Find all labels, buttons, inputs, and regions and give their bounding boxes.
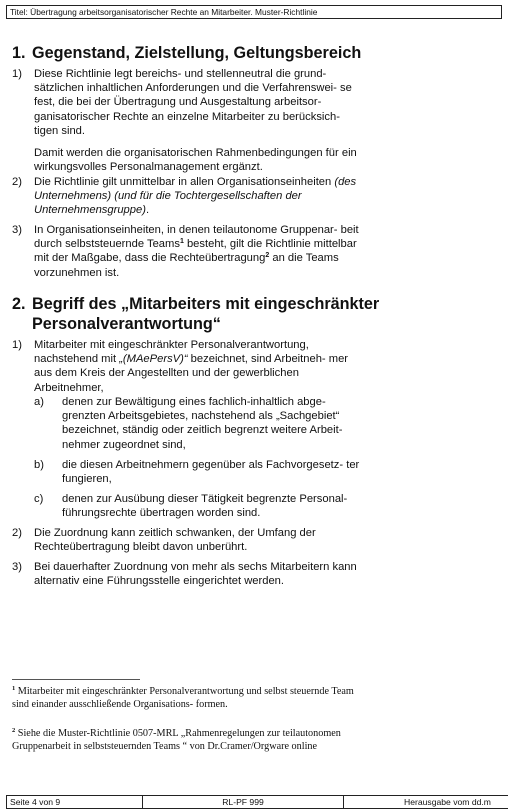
- item-italic-text: „(MAePersV)“: [119, 353, 188, 366]
- section-2-item-1: [12, 338, 362, 395]
- section-2-subitem-a: [34, 395, 366, 452]
- item-text-end: .: [145, 204, 150, 217]
- section-1-item-1: [12, 67, 362, 174]
- section-title-line-1: Begriff des „Mitarbeiters mit eingeschränkter: [32, 295, 380, 313]
- item-number: 3): [12, 561, 22, 573]
- item-text: bezeichnet, sind Arbeitneh- mer aus dem Kreis der Angestellten und der gewerblichen Arbeitnehmer,: [34, 353, 349, 394]
- item-text: Die Zuordnung kann zeitlich schwanken, der Umfang der Rechteübertragung bleibt davon unberührt.: [34, 527, 316, 554]
- section-1-item-2: [12, 175, 362, 218]
- footnote-ref-1[interactable]: 1: [179, 238, 184, 246]
- item-text: Bei dauerhafter Zuordnung von mehr als sechs Mitarbeitern kann alternativ eine Führungsstelle eingerichtet werden.: [34, 561, 357, 588]
- item-number: 3): [12, 224, 22, 236]
- item-paragraph: Damit werden die organisatorischen Rahmenbedingungen für ein wirkungsvolles Personalmanagement ergänzt.: [34, 147, 357, 174]
- section-2-heading: [12, 294, 502, 334]
- item-italic-text: (des Unternehmens) (und für die Tochtergesellschaften der Unternehmensgruppe): [34, 176, 357, 217]
- subitem-text: denen zur Bewältigung eines fachlich-inhaltlich abge- grenzten Arbeitsgebietes, nachstehend als „Sachgebiet“ bezeichnet, ständig oder zeitlich begrenzt weitere Arbeit- nehmer zugeordnet sind,: [62, 396, 343, 451]
- section-title-line-2: Personalverantwortung“: [32, 315, 221, 333]
- subitem-text: denen zur Ausübung dieser Tätigkeit begrenzte Personal- führungsrechte übertragen worden sind.: [62, 493, 348, 520]
- section-1-heading: [12, 43, 502, 63]
- item-number: 2): [12, 176, 22, 188]
- section-1-item-3: [12, 223, 362, 280]
- item-text: besteht, gilt die Richtlinie mittelbar mit der Maßgabe, dass die Rechteübertragung: [34, 238, 357, 265]
- subitem-letter: b): [34, 459, 44, 471]
- subitem-letter: c): [34, 493, 44, 505]
- section-number: 1.: [12, 44, 26, 62]
- item-number: 1): [12, 339, 22, 351]
- section-2-item-3: [12, 560, 362, 588]
- page-footer: [6, 795, 508, 809]
- item-paragraph: Diese Richtlinie legt bereichs- und stellenneutral die grund- sätzlichen inhaltlichen Anforderungen und die Verfahrenswei- se fest, die bei der Übertragung und Ausgestaltung arbeitsor- ganisatorischer Rechte an einzelne Mitarbeiter zu berücksich- tigen sind.: [34, 68, 352, 137]
- subitem-text: die diesen Arbeitnehmern gegenüber als Fachvorgesetz- ter fungieren,: [62, 459, 360, 486]
- subitem-letter: a): [34, 396, 44, 408]
- footer-edition: Herausgabe vom dd.m: [404, 797, 491, 807]
- section-2-subitem-c: [34, 492, 366, 520]
- footnote-1: [12, 686, 362, 712]
- footnote-ref-2[interactable]: 2: [265, 252, 270, 260]
- footnote-2: [12, 728, 362, 754]
- footnote-text: Mitarbeiter mit eingeschränkter Personalverantwortung und selbst steuernde Team sind einander ausschließende Organisations- formen.: [12, 686, 354, 710]
- footer-document-code: RL-PF 999: [143, 796, 344, 808]
- footnote-text: Siehe die Muster-Richtlinie 0507-MRL „Rahmenregelungen zur teilautonomen Gruppenarbeit in selbststeuernden Teams “ von Dr.Cramer/Orgware online: [12, 728, 341, 752]
- item-text: Die Richtlinie gilt unmittelbar in allen Organisationseinheiten: [34, 176, 332, 188]
- footnote-divider: [12, 679, 140, 680]
- section-title: Gegenstand, Zielstellung, Geltungsbereich: [32, 44, 362, 62]
- footer-page-number: Seite 4 von 9: [7, 796, 143, 808]
- footnote-mark: 2: [12, 727, 16, 734]
- item-text: Mitarbeiter mit eingeschränkter Personalverantwortung, nachstehend mit: [34, 339, 309, 366]
- section-number: 2.: [12, 295, 26, 313]
- item-text: an die Teams vorzunehmen ist.: [34, 252, 339, 279]
- document-title: Titel: Übertragung arbeitsorganisatorischer Rechte an Mitarbeiter. Muster-Richtlinie: [10, 7, 318, 17]
- document-title-bar: [6, 5, 502, 19]
- item-text: In Organisationseinheiten, in denen teilautonome Gruppenar- beit durch selbststeuernde Teams: [34, 224, 359, 251]
- item-number: 2): [12, 527, 22, 539]
- footnote-mark: 1: [12, 685, 16, 692]
- item-number: 1): [12, 68, 22, 80]
- section-2-subitem-b: [34, 458, 366, 486]
- section-2-item-2: [12, 526, 362, 554]
